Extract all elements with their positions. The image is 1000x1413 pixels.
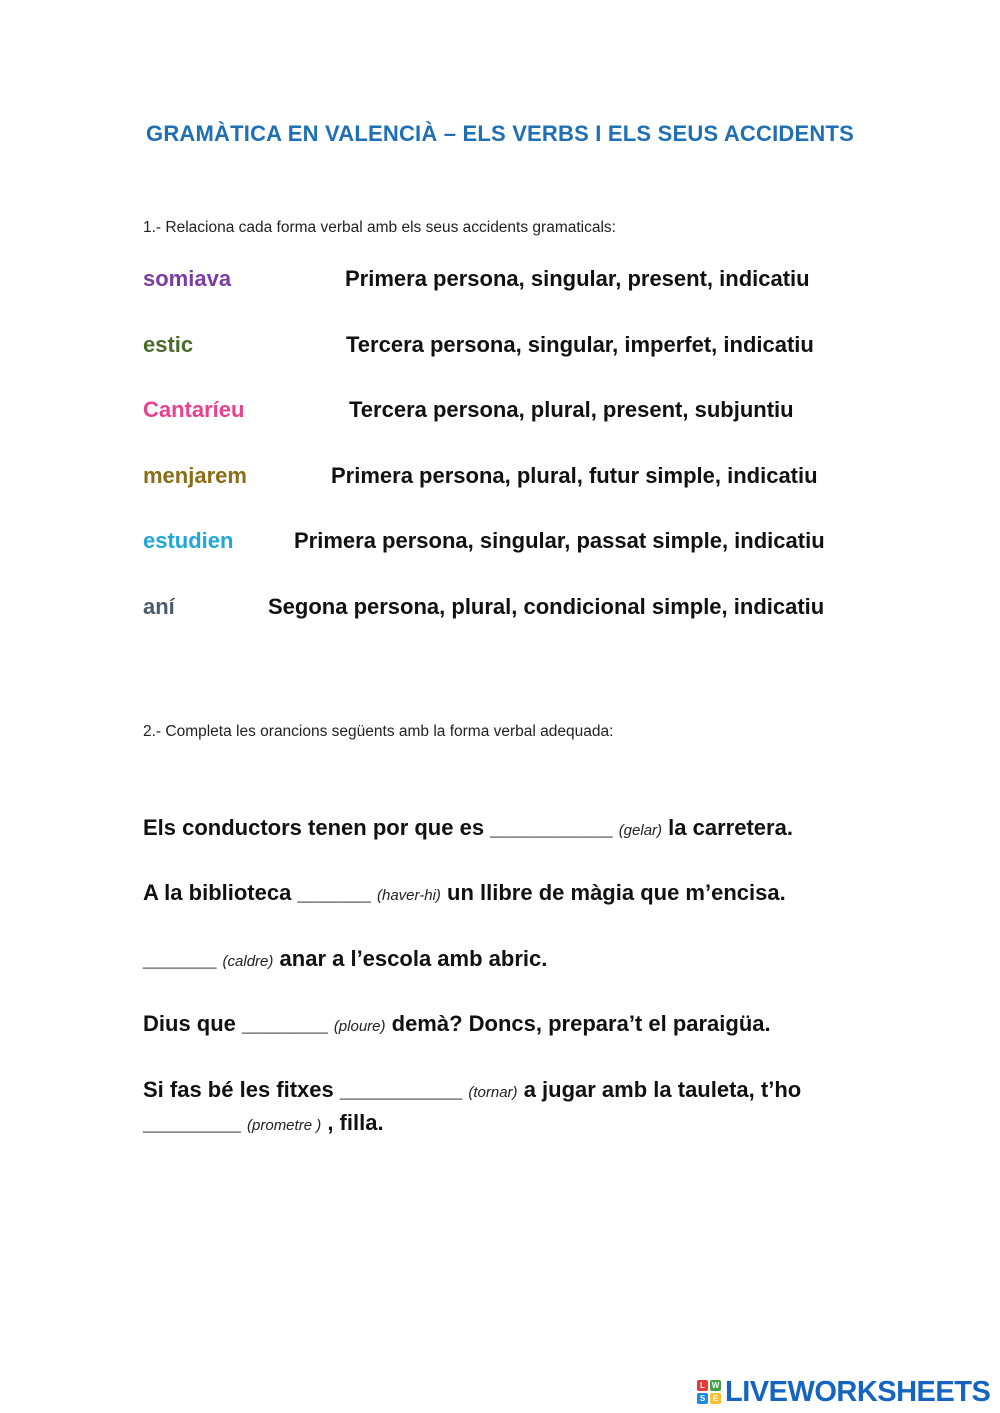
- sentence-2: [143, 880, 786, 906]
- answer-blank[interactable]: ________: [143, 1110, 241, 1135]
- description-item[interactable]: Tercera persona, singular, imperfet, indicatiu: [346, 332, 814, 357]
- sentence-text: un llibre de màgia que m’encisa.: [447, 880, 786, 905]
- sentence-text: demà? Doncs, prepara’t el paraigüa.: [391, 1011, 771, 1036]
- answer-blank[interactable]: ______: [297, 880, 371, 905]
- verb-item[interactable]: aní: [143, 594, 175, 619]
- exercise-2-instruction: 2.- Completa les orancions següents amb la forma verbal adequada:: [143, 723, 614, 740]
- sentence-text: A la biblioteca: [143, 880, 292, 905]
- description-item[interactable]: Segona persona, plural, condicional simple, indicatiu: [268, 594, 825, 619]
- sentence-text: Els conductors tenen por que es: [143, 815, 485, 840]
- sentence-1: [143, 815, 793, 841]
- answer-blank[interactable]: ______: [143, 946, 217, 971]
- verb-item[interactable]: somiava: [143, 266, 232, 291]
- exercise-1-instruction: 1.- Relaciona cada forma verbal amb els seus accidents gramaticals:: [143, 219, 616, 236]
- sentence-text: anar a l’escola amb abric.: [279, 946, 548, 971]
- sentence-5: [143, 1077, 801, 1103]
- logo-tile: S: [697, 1393, 708, 1404]
- sentence-text: a jugar amb la tauleta, t’ho: [523, 1077, 802, 1102]
- logo-tile: W: [711, 1381, 720, 1390]
- page-title: GRAMÀTICA EN VALENCIÀ – ELS VERBS I ELS SEUS ACCIDENTS: [146, 121, 854, 146]
- verb-hint: (prometre ): [247, 1117, 322, 1134]
- verb-hint: (ploure): [333, 1018, 386, 1035]
- sentence-4: [143, 1011, 771, 1037]
- description-item[interactable]: Primera persona, singular, present, indicatiu: [345, 266, 810, 291]
- answer-blank[interactable]: __________: [490, 815, 613, 840]
- verb-hint: (caldre): [222, 953, 274, 970]
- verb-item[interactable]: menjarem: [143, 463, 247, 488]
- description-item[interactable]: Tercera persona, plural, present, subjuntiu: [349, 397, 794, 422]
- description-item[interactable]: Primera persona, singular, passat simple, indicatiu: [294, 528, 825, 553]
- verb-hint: (haver-hi): [377, 887, 441, 904]
- verb-item[interactable]: estudien: [143, 528, 234, 553]
- logo-tile: L: [697, 1380, 708, 1391]
- verb-hint: (gelar): [618, 822, 663, 839]
- sentence-text: Si fas bé les fitxes: [143, 1077, 334, 1102]
- logo-mark-icon: [697, 1380, 721, 1404]
- sentence-text: , filla.: [327, 1110, 384, 1135]
- verb-item[interactable]: estic: [143, 332, 194, 357]
- answer-blank[interactable]: _______: [242, 1011, 328, 1036]
- sentence-text: la carretera.: [668, 815, 793, 840]
- logo-text: LIVEWORKSHEETS: [725, 1375, 991, 1408]
- sentence-3: [143, 946, 547, 972]
- verb-hint: (tornar): [468, 1084, 518, 1101]
- logo-tile: E: [710, 1393, 721, 1404]
- answer-blank[interactable]: __________: [339, 1077, 463, 1102]
- sentence-text: Dius que: [143, 1011, 236, 1036]
- verb-item[interactable]: Cantaríeu: [143, 397, 245, 422]
- liveworksheets-logo: [697, 1377, 990, 1407]
- sentence-5-continued: [143, 1110, 384, 1136]
- description-item[interactable]: Primera persona, plural, futur simple, indicatiu: [331, 463, 818, 488]
